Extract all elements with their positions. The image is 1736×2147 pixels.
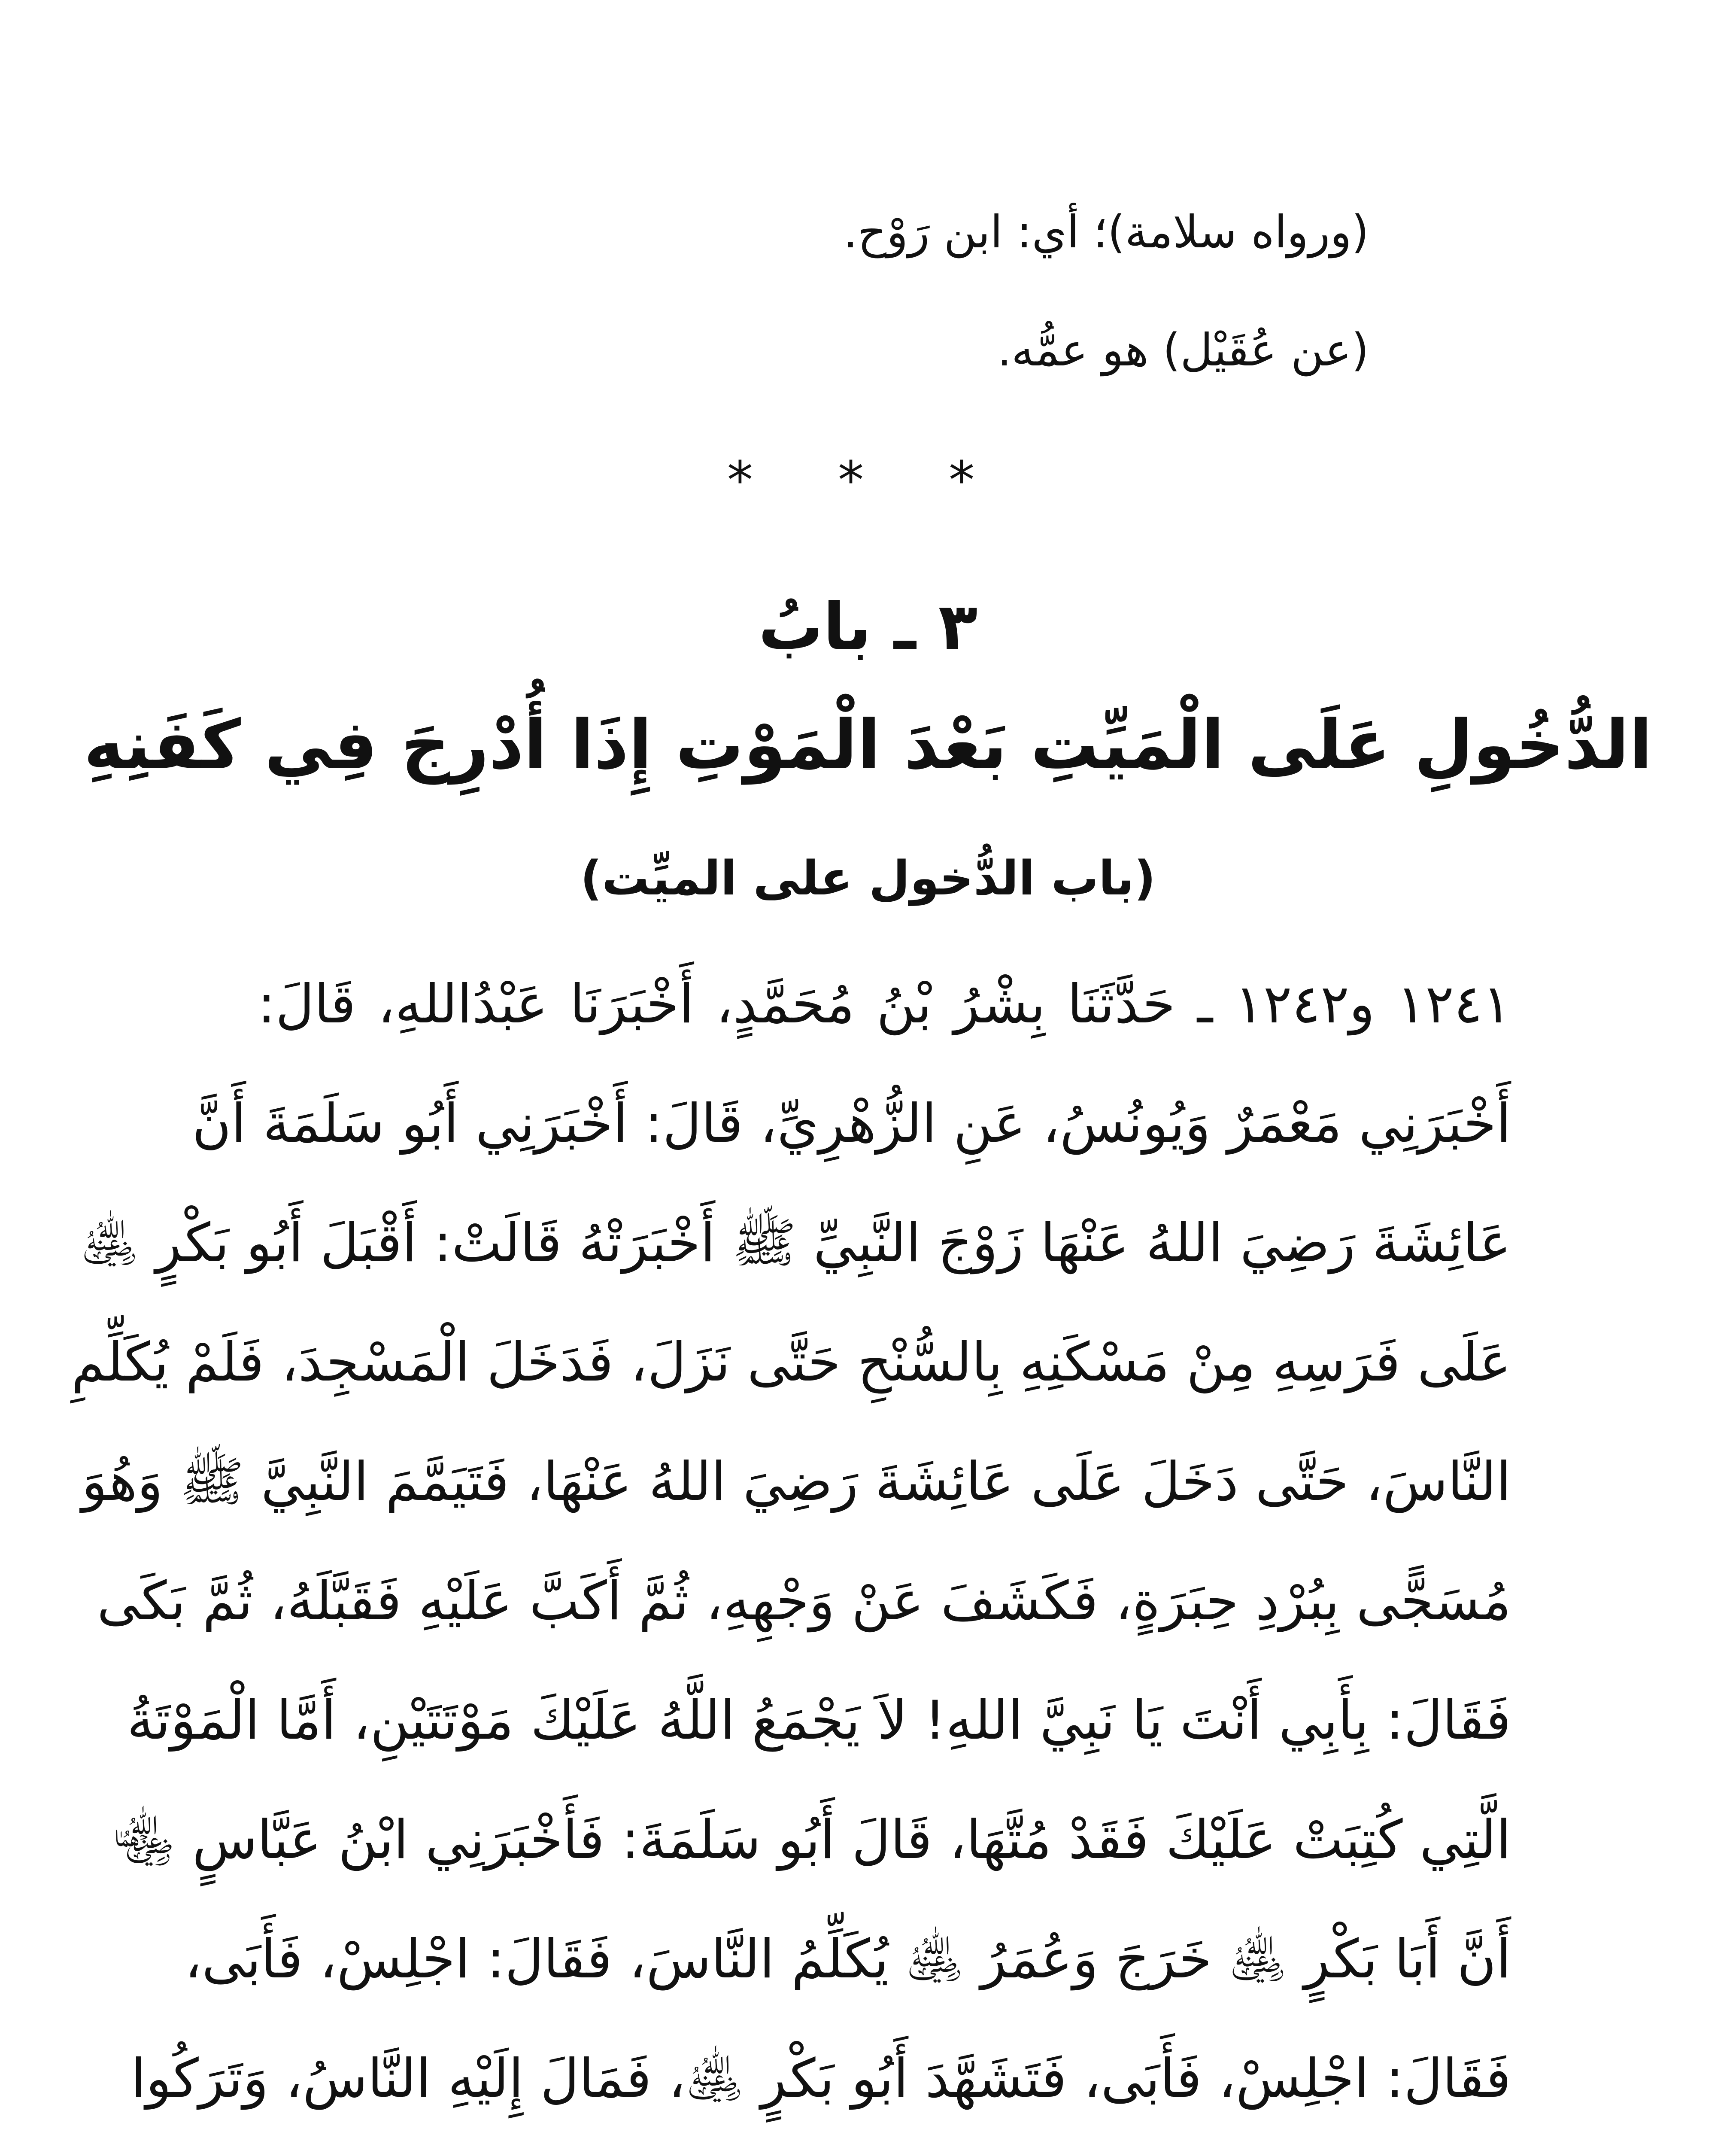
body-line: فَقَالَ: بِأَبِي أَنْتَ يَا نَبِيَّ اللهِ! لاَ يَجْمَعُ اللَّهُ عَلَيْكَ مَوْتَتَيْنِ، أَمَّا الْمَوْتَةُ [127,1690,1511,1752]
body-line: فَقَالَ: اجْلِسْ، فَأَبَى، فَتَشَهَّدَ أَبُو بَكْرٍ ﵁، فَمَالَ إِلَيْهِ النَّاسُ، وَتَرَكُوا [131,2048,1511,2110]
body-line: ١٢٤١ و١٢٤٢ ـ حَدَّثَنَا بِشْرُ بْنُ مُحَمَّدٍ، أَخْبَرَنَا عَبْدُاللهِ، قَالَ: [258,973,1511,1035]
body-line: عَلَى فَرَسِهِ مِنْ مَسْكَنِهِ بِالسُّنْحِ حَتَّى نَزَلَ، فَدَخَلَ الْمَسْجِدَ، فَلَمْ يُكَلِّمِ [71,1332,1511,1393]
commentary-note-2: (عن عُقَيْل) هو عمُّه. [997,324,1369,376]
body-line: أَنَّ أَبَا بَكْرٍ ﵁ خَرَجَ وَعُمَرُ ﵁ يُكَلِّمُ النَّاسَ، فَقَالَ: اجْلِسْ، فَأَبَى، [185,1928,1511,1990]
body-line [258,2138,1511,2147]
commentary-note-1: (ورواه سلامة)؛ أي: ابن رَوْح. [843,206,1369,258]
hadith-body [71,945,1511,2147]
body-line: عَائِشَةَ رَضِيَ اللهُ عَنْهَا زَوْجَ النَّبِيِّ ﷺ أَخْبَرَتْهُ قَالَتْ: أَقْبَلَ أَبُو بَكْرٍ ﵁ [80,1212,1511,1274]
body-line: أَخْبَرَنِي مَعْمَرٌ وَيُونُسُ، عَنِ الزُّهْرِيِّ، قَالَ: أَخْبَرَنِي أَبُو سَلَمَةَ أَنَّ [192,1093,1511,1155]
chapter-number: ٣ ـ بابُ [758,590,978,664]
body-line: مُسَجًّى بِبُرْدِ حِبَرَةٍ، فَكَشَفَ عَنْ وَجْهِهِ، ثُمَّ أَكَبَّ عَلَيْهِ فَقَبَّلَهُ، ثُمَّ بَكَى [97,1570,1511,1632]
body-line: الَّتِي كُتِبَتْ عَلَيْكَ فَقَدْ مُتَّهَا، قَالَ أَبُو سَلَمَةَ: فَأَخْبَرَنِي ابْنُ عَبَّاسٍ ﵄ [112,1809,1511,1871]
section-separator: * * * [727,451,1009,511]
chapter-title: الدُّخُولِ عَلَى الْمَيِّتِ بَعْدَ الْمَوْتِ إِذَا أُدْرِجَ فِي كَفَنِهِ [84,706,1652,785]
body-line: النَّاسَ، حَتَّى دَخَلَ عَلَى عَائِشَةَ رَضِيَ اللهُ عَنْهَا، فَتَيَمَّمَ النَّبِيَّ ﷺ وَهُوَ [82,1451,1511,1513]
chapter-subtitle: (باب الدُّخول على الميِّت) [580,851,1156,906]
